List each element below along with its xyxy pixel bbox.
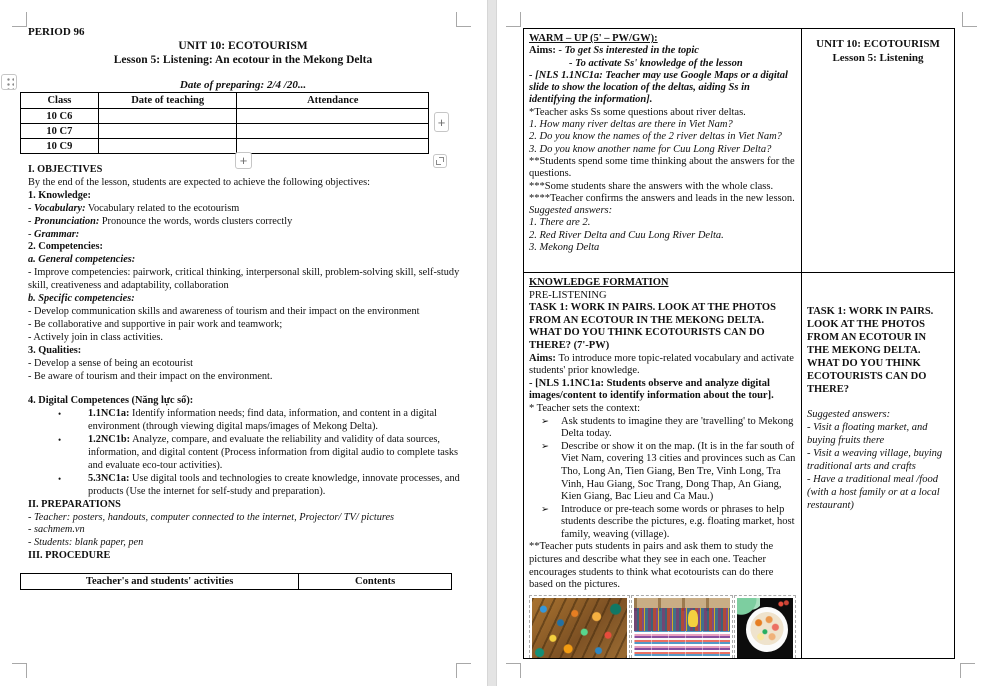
unit-contents-cell[interactable] bbox=[801, 29, 954, 272]
text-line: TASK 1: WORK IN PAIRS. LOOK AT THE PHOTOS FROM AN ECOTOUR IN THE MEKONG DELTA. WHAT DO YOU THINK ECOTOURISTS CAN DO THERE? (7'-PW) bbox=[529, 302, 776, 351]
text-line: - Pronunciation: Pronounce the words, words clusters correctly bbox=[28, 215, 293, 227]
text-line: a. General competencies: bbox=[28, 254, 136, 266]
expand-icon bbox=[436, 157, 444, 165]
text-line: - Students: blank paper, pen bbox=[28, 537, 144, 549]
text-line: WARM – UP (5' – PW/GW): bbox=[529, 33, 658, 44]
margin-corner-mark bbox=[506, 12, 521, 27]
table-row bbox=[21, 139, 429, 154]
text-line: - Be collaborative and supportive in pair work and teamwork; bbox=[28, 318, 283, 330]
class-cell[interactable]: 10 C6 bbox=[21, 109, 99, 124]
procedure-table[interactable] bbox=[20, 573, 452, 590]
text-line: 2. Do you know the names of the 2 river deltas in Viet Nam? bbox=[529, 131, 782, 143]
text-line: - Be aware of tourism and their impact on the environment. bbox=[28, 370, 273, 382]
list-marker: • bbox=[58, 473, 62, 484]
lesson-subtitle: Lesson 5: Listening bbox=[832, 52, 924, 64]
table-header-row bbox=[21, 574, 452, 590]
list-marker: • bbox=[58, 409, 62, 420]
table-drag-handle[interactable] bbox=[1, 74, 17, 90]
floating-market-photo[interactable] bbox=[532, 598, 627, 658]
text-line: Suggested answers: bbox=[807, 409, 891, 420]
attendance-header[interactable]: Attendance bbox=[237, 93, 429, 109]
attendance-cell[interactable] bbox=[237, 124, 429, 139]
text-line: KNOWLEDGE FORMATION bbox=[529, 277, 669, 288]
text-line: 3. Do you know another name for Cuu Long River Delta? bbox=[529, 143, 772, 155]
text-line: • 1.2NC1b: Analyze, compare, and evaluate the reliability and validity of data sources, information, and digital content (Process information from digital audio to complete tasks and evaluate eco-tour activities). bbox=[58, 434, 459, 471]
text-line: III. PROCEDURE bbox=[28, 550, 111, 562]
add-row-button[interactable]: + bbox=[434, 112, 449, 132]
margin-corner-mark bbox=[960, 663, 975, 678]
add-row-below-button[interactable]: + bbox=[235, 152, 252, 169]
text-line: - To activate Ss' knowledge of the lesson bbox=[569, 57, 743, 69]
attendance-cell[interactable] bbox=[237, 109, 429, 124]
margin-corner-mark bbox=[12, 663, 27, 678]
text-line: 1. Knowledge: bbox=[28, 189, 91, 201]
class-cell[interactable]: 10 C7 bbox=[21, 124, 99, 139]
text-line: Suggested answers: bbox=[529, 205, 613, 217]
text-line: 2. Red River Delta and Cuu Long River Delta. bbox=[529, 229, 724, 241]
unit-title: UNIT 10: ECOTOURISM bbox=[178, 40, 308, 52]
text-line: 3. Mekong Delta bbox=[529, 242, 600, 254]
text-line: 1. There are 2. bbox=[529, 217, 591, 229]
list-marker: ➢ bbox=[541, 441, 549, 452]
text-line: Aims: - To get Ss interested in the topic bbox=[529, 45, 699, 57]
table-row bbox=[21, 124, 429, 139]
text-line: - Improve competencies: pairwork, critical thinking, interpersonal skill, problem-solving skill, self-study skill, creativeness and adaptability, collaboration bbox=[28, 267, 460, 292]
text-line: - Visit a weaving village, buying traditional arts and crafts bbox=[807, 448, 943, 472]
list-marker: • bbox=[58, 435, 62, 446]
list-marker: ➢ bbox=[541, 504, 549, 515]
date-cell[interactable] bbox=[98, 139, 237, 154]
knowledge-activities-cell[interactable] bbox=[524, 272, 801, 658]
document-page-left[interactable] bbox=[0, 0, 487, 686]
margin-corner-mark bbox=[506, 663, 521, 678]
text-line: TASK 1: WORK IN PAIRS. LOOK AT THE PHOTOS FROM AN ECOTOUR IN THE MEKONG DELTA. WHAT DO YOU THINK ECOTOURISTS CAN DO THERE? bbox=[807, 306, 934, 395]
text-line bbox=[807, 396, 949, 408]
date-of-preparing: Date of preparing: 2/4 /20... bbox=[179, 79, 307, 91]
text-line: - Have a traditional meal /food (with a host family or at a local restaurant) bbox=[807, 474, 940, 511]
photo-cell bbox=[631, 595, 732, 658]
text-line: **Teacher puts students in pairs and ask them to study the pictures and describe what they see in each one. Teacher encourages students to think what ecotourists can do there based on the pictures. bbox=[529, 541, 774, 591]
objectives-section bbox=[28, 164, 464, 563]
weaver-figure bbox=[688, 610, 698, 627]
class-attendance-table[interactable] bbox=[20, 92, 429, 154]
warmup-activities-cell[interactable] bbox=[524, 29, 801, 272]
hanging-yarn bbox=[634, 608, 729, 633]
text-line: Aims: To introduce more topic-related vocabulary and activate students' prior knowledge. bbox=[529, 352, 794, 377]
margin-corner-mark bbox=[456, 663, 471, 678]
text-line: * Teacher sets the context: bbox=[529, 402, 641, 414]
table-resize-button[interactable] bbox=[433, 154, 447, 168]
text-line: I. OBJECTIVES bbox=[28, 164, 103, 175]
text-line: - [NLS 1.1NC1a: Students observe and analyze digital images/content to identify information about the tour]. bbox=[529, 377, 774, 402]
class-header[interactable]: Class bbox=[21, 93, 99, 109]
text-line: - Visit a floating market, and buying fruits there bbox=[807, 422, 928, 446]
unit-title: UNIT 10: ECOTOURISM bbox=[816, 38, 940, 50]
photo-cell bbox=[734, 595, 796, 658]
text-line: PRE-LISTENING bbox=[529, 289, 607, 301]
table-header-row bbox=[21, 93, 429, 109]
text-line: - Grammar: bbox=[28, 228, 80, 240]
text-line: ➢ Introduce or pre-teach some words or phrases to help students describe the pictures, e.g. floating market, host family, weaving (village). bbox=[541, 503, 795, 540]
date-cell[interactable] bbox=[98, 124, 237, 139]
weaving-village-photo[interactable] bbox=[634, 598, 729, 658]
contents-header[interactable]: Contents bbox=[299, 574, 452, 590]
traditional-food-photo[interactable] bbox=[737, 598, 793, 658]
text-line bbox=[28, 383, 464, 395]
text-line: 1. How many river deltas are there in Viet Nam? bbox=[529, 119, 733, 131]
text-line: 4. Digital Competences (Năng lực số): bbox=[28, 395, 194, 407]
text-line: - Vocabulary: Vocabulary related to the ecotourism bbox=[28, 202, 240, 214]
margin-corner-mark bbox=[12, 12, 27, 27]
text-line: ****Teacher confirms the answers and leads in the new lesson. bbox=[529, 192, 795, 204]
text-line: - sachmem.vn bbox=[28, 524, 85, 536]
text-line: 3. Qualities: bbox=[28, 344, 82, 356]
date-of-teaching-header[interactable]: Date of teaching bbox=[98, 93, 237, 109]
page-gutter bbox=[487, 0, 497, 686]
margin-corner-mark bbox=[456, 12, 471, 27]
text-line: *Teacher asks Ss some questions about river deltas. bbox=[529, 106, 746, 118]
text-line: ➢ Ask students to imagine they are 'travelling' to Mekong Delta today. bbox=[541, 415, 794, 440]
drag-dots-icon bbox=[5, 76, 14, 89]
table-row bbox=[21, 109, 429, 124]
photo-row bbox=[529, 595, 796, 658]
lesson-subtitle: Lesson 5: Listening: An ecotour in the Mekong Delta bbox=[113, 53, 373, 66]
knowledge-text bbox=[529, 277, 796, 592]
text-line: • 1.1NC1a: Identify information needs; find data, information, and content in a digital environment (through viewing digital maps/images of Mekong Delta). bbox=[58, 408, 437, 433]
text-line: - Develop communication skills and awareness of tourism and their impact on the environment bbox=[28, 305, 420, 317]
text-line: **Students spend some time thinking about the answers for the questions. bbox=[529, 155, 795, 180]
margin-corner-mark bbox=[962, 12, 977, 27]
text-line: - Teacher: posters, handouts, computer connected to the internet, Projector/ TV/ pictures bbox=[28, 511, 395, 523]
text-line: 2. Competencies: bbox=[28, 241, 103, 253]
text-line: - Develop a sense of being an ecotourist bbox=[28, 357, 193, 369]
soup-bowl bbox=[746, 607, 789, 653]
document-page-right[interactable] bbox=[497, 0, 987, 686]
task-contents-cell[interactable] bbox=[801, 272, 954, 658]
chili-bits bbox=[777, 599, 789, 609]
photo-cell bbox=[529, 595, 630, 658]
text-line: - Actively join in class activities. bbox=[28, 331, 163, 343]
date-cell[interactable] bbox=[98, 109, 237, 124]
fabric-stacks bbox=[634, 631, 729, 658]
lesson-title bbox=[18, 40, 468, 67]
attendance-cell[interactable] bbox=[237, 139, 429, 154]
text-line: II. PREPARATIONS bbox=[28, 498, 121, 510]
lesson-procedure-grid bbox=[523, 28, 955, 659]
class-cell[interactable]: 10 C9 bbox=[21, 139, 99, 154]
text-line: - [NLS 1.1NC1a: Teacher may use Google Maps or a digital slide to show the location of the deltas, aiding Ss in identifying the information]. bbox=[529, 69, 788, 106]
text-line: ***Some students share the answers with the whole class. bbox=[529, 180, 774, 192]
list-marker: ➢ bbox=[541, 416, 549, 427]
text-line: By the end of the lesson, students are expected to achieve the following objectives: bbox=[28, 176, 370, 188]
text-line: • 5.3NC1a: Use digital tools and technologies to create knowledge, innovate processes, and products (Use the internet for self-study and preparation). bbox=[58, 472, 460, 497]
period-label: PERIOD 96 bbox=[28, 26, 85, 38]
text-line: b. Specific competencies: bbox=[28, 293, 135, 305]
text-line: ➢ Describe or show it on the map. (It is in the far south of Viet Nam, covering 13 cities and provinces such as Can Tho, Long An, Tien Giang, Ben Tre, Vinh Long, Tra Vinh, Hau Giang, Soc Trang, Dong Thap, An Giang, Kien Giang, Bac Lieu and Ca Mau.) bbox=[541, 440, 796, 503]
activities-header[interactable]: Teacher's and students' activities bbox=[21, 574, 299, 590]
